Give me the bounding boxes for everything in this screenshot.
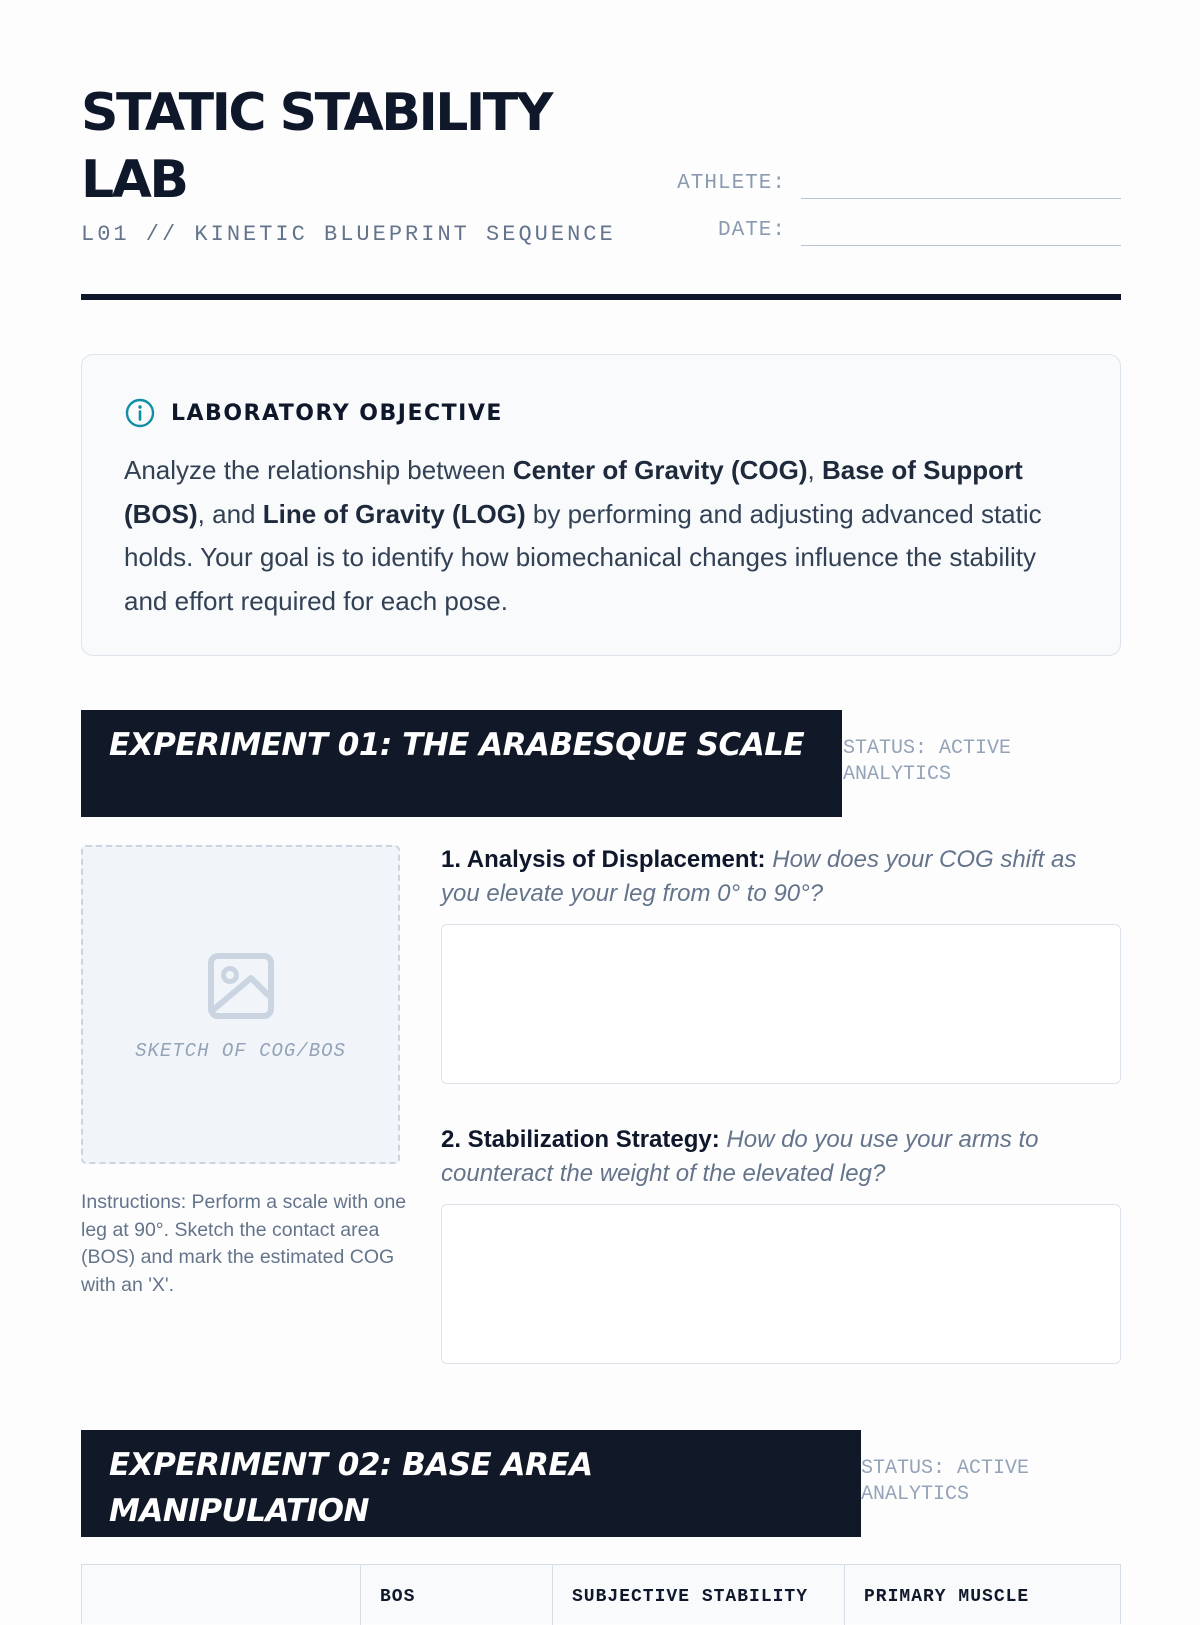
question-2-prompt: How do you use your arms to counteract the weight of the elevated leg? [441,1126,1039,1187]
table-header-stability: SUBJECTIVE STABILITY [572,1587,809,1607]
question-1-prompt: How does your COG shift as you elevate your leg from 0° to 90°? [441,846,1077,907]
objective-title: LABORATORY OBJECTIVE [171,401,503,426]
info-icon [124,397,156,429]
column-divider [552,1565,553,1625]
page-subtitle: L01 // KINETIC BLUEPRINT SEQUENCE [81,222,616,247]
sketch-label: SKETCH OF COG/BOS [135,1040,346,1062]
experiment-1-header: EXPERIMENT 01: THE ARABESQUE SCALE [81,710,842,817]
question-2 [441,1123,1121,1191]
answer-box-2[interactable] [441,1204,1121,1364]
date-input-line[interactable] [801,245,1121,246]
table-header-bos: BOS [380,1587,416,1607]
date-label: DATE: [717,219,786,242]
column-divider [360,1565,361,1625]
date-field [661,219,1121,249]
table-header-muscle: PRIMARY MUSCLE [864,1587,1030,1607]
objective-text-part: , [807,455,822,485]
image-icon [207,952,275,1020]
objective-text-part: , and [197,498,263,529]
objective-text-part: Analyze the relationship between [124,455,513,485]
objective-panel [81,354,1121,656]
athlete-input-line[interactable] [801,198,1121,199]
question-1-label: 1. Analysis of Displacement: [441,846,766,873]
objective-term-bos: Base of Support (BOS) [124,455,1023,529]
athlete-label: ATHLETE: [677,172,786,195]
base-area-table [81,1564,1121,1624]
page-title: STATIC STABILITY LAB [81,83,551,210]
experiment-2-header: EXPERIMENT 02: BASE AREA MANIPULATION [81,1430,861,1537]
sketch-area[interactable] [81,845,400,1164]
objective-text [124,449,1084,623]
question-2-label: 2. Stabilization Strategy: [441,1126,720,1153]
objective-text-part: by performing and adjusting advanced static holds. Your goal is to identify how biomechanical changes influence the stability and effort required for each pose. [124,498,1042,616]
experiment-2-status: STATUS: ACTIVE ANALYTICS [861,1457,1030,1506]
question-1 [441,843,1121,911]
sketch-instructions: Instructions: Perform a scale with one leg at 90°. Sketch the contact area (BOS) and mark the estimated COG with an 'X'. [81,1191,407,1296]
column-divider [844,1565,845,1625]
answer-box-1[interactable] [441,924,1121,1084]
objective-term-log: Line of Gravity (LOG) [262,498,526,529]
athlete-field [661,172,1121,202]
experiment-1-status: STATUS: ACTIVE ANALYTICS [843,737,1012,786]
objective-term-cog: Center of Gravity (COG) [512,455,808,485]
header-divider [81,294,1121,300]
